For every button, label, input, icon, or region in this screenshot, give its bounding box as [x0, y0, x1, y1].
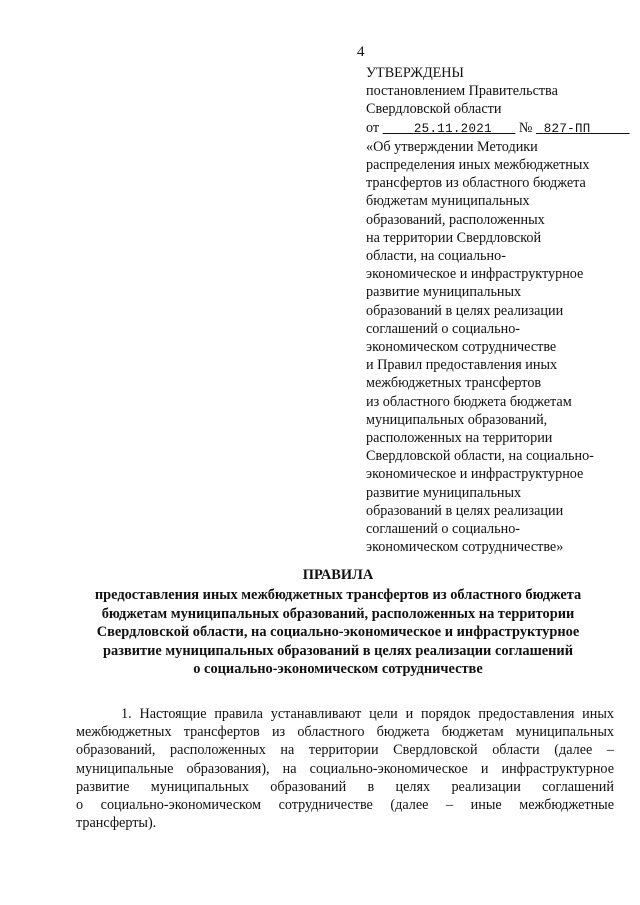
approval-line: муниципальных образований,	[366, 411, 548, 428]
rules-subtitle-line: о социально-экономическом сотрудничестве	[193, 661, 483, 678]
approval-line: экономическом сотрудничестве	[366, 339, 557, 356]
approval-heading: УТВЕРЖДЕНЫ	[366, 65, 464, 81]
approval-line: бюджетам муниципальных	[366, 193, 530, 210]
paragraph-line: муниципальные образования), на социально-экономическое и инфраструктурное	[76, 760, 614, 777]
decree-date: 25.11.2021	[413, 121, 492, 136]
rules-subtitle-line: Свердловской области, на социально-экономическое и инфраструктурное	[96, 624, 580, 641]
approval-line: экономическом сотрудничестве»	[366, 539, 564, 556]
approval-line: области, на социально-	[366, 248, 506, 265]
rules-title	[68, 566, 608, 678]
approval-line: расположенных на территории	[366, 430, 553, 447]
approval-line: распределения иных межбюджетных	[366, 157, 590, 174]
approval-line: развитие муниципальных	[366, 484, 522, 501]
approval-line: развитие муниципальных	[366, 284, 522, 301]
approval-line: Свердловской области, на социально-	[366, 448, 594, 465]
approval-line: межбюджетных трансфертов	[366, 375, 542, 392]
approval-date-line	[366, 119, 636, 138]
decree-number: 827-ПП	[543, 121, 591, 136]
approval-line: постановлением Правительства	[366, 83, 558, 100]
number-prefix: №	[518, 119, 533, 136]
paragraph-line: о социально-экономическом сотрудничестве (далее – иные межбюджетные	[76, 797, 614, 814]
date-prefix: от	[366, 119, 380, 136]
approval-line: и Правил предоставления иных	[366, 357, 558, 374]
rules-subtitle-line: бюджетам муниципальных образований, расположенных на территории	[101, 605, 575, 622]
approval-line: экономическое и инфраструктурное	[366, 466, 584, 483]
approval-line: из областного бюджета бюджетам	[366, 393, 572, 410]
paragraph-line: межбюджетных трансфертов из областного бюджета бюджетам муниципальных	[76, 724, 614, 741]
approval-line: трансфертов из областного бюджета	[366, 175, 586, 192]
paragraph-line: образований, расположенных на территории Свердловской области (далее –	[76, 742, 614, 759]
rules-subtitle-line: развитие муниципальных образований в целях реализации соглашений	[102, 642, 574, 659]
approval-line: экономическое и инфраструктурное	[366, 266, 584, 283]
page-number: 4	[357, 44, 365, 60]
approval-line: образований в целях реализации	[366, 502, 564, 519]
rules-subtitle-line: предоставления иных межбюджетных трансфертов из областного бюджета	[94, 587, 582, 604]
paragraph-line: развитие муниципальных образований в целях реализации соглашений	[76, 778, 614, 795]
rules-heading: ПРАВИЛА	[302, 567, 374, 583]
paragraph-line: трансферты).	[76, 815, 157, 832]
approval-line: Свердловской области	[366, 101, 502, 118]
approval-block	[366, 64, 636, 556]
approval-line: соглашений о социально-	[366, 521, 521, 538]
paragraph-1	[76, 705, 614, 832]
paragraph-line: 1. Настоящие правила устанавливают цели и порядок предоставления иных	[121, 706, 614, 722]
approval-line: «Об утверждении Методики	[366, 138, 538, 155]
approval-line: образований, расположенных	[366, 211, 545, 228]
approval-line: образований в целях реализации	[366, 302, 564, 319]
approval-line: на территории Свердловской	[366, 229, 542, 246]
approval-line: соглашений о социально-	[366, 320, 521, 337]
